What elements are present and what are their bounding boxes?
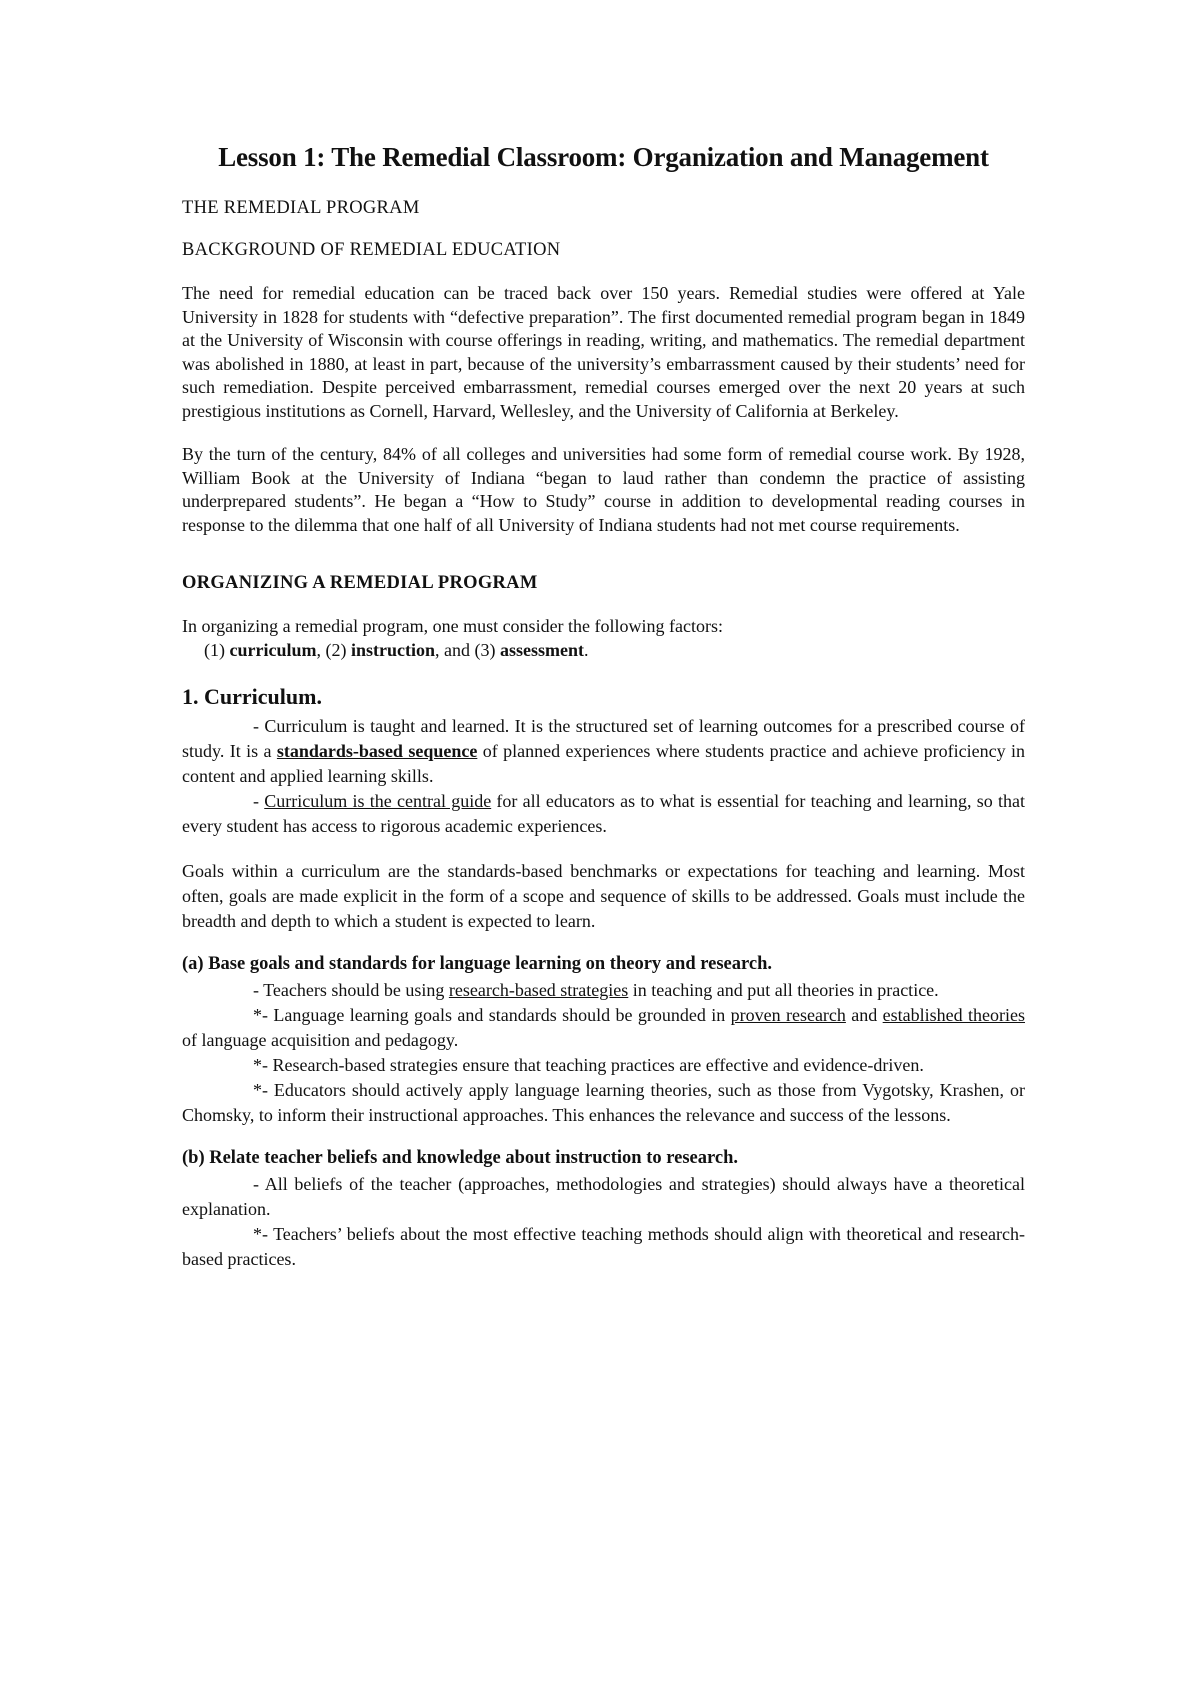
text-run: of planned experiences where students practice and achieve proficiency in content and applied learning skills. [182, 741, 1025, 786]
sub-b-paragraph-1: - All beliefs of the teacher (approaches, methodologies and strategies) should always have a theoretical explanation. [182, 1174, 1025, 1219]
page-title: Lesson 1: The Remedial Classroom: Organization and Management [218, 142, 989, 172]
organizing-intro: In organizing a remedial program, one must consider the following factors: [182, 616, 724, 636]
sub-a-paragraph-4: *- Educators should actively apply language learning theories, such as those from Vygotsky, Krashen, or Chomsky, to inform their instructional approaches. This enhances the relevance and success of the lessons. [182, 1080, 1025, 1125]
curriculum-paragraph-2 [182, 789, 1025, 839]
text-run: of language acquisition and pedagogy. [182, 1030, 459, 1050]
text-run: *- Language learning goals and standards should be grounded in [253, 1005, 731, 1025]
factor-instruction: instruction [351, 639, 436, 660]
sub-heading-b: (b) Relate teacher beliefs and knowledge about instruction to research. [182, 1148, 738, 1168]
central-guide: Curriculum is the central guide [264, 791, 492, 811]
text-run: and [845, 1005, 883, 1025]
curriculum-paragraph-1 [182, 714, 1025, 789]
goals-paragraph: Goals within a curriculum are the standards-based benchmarks or expectations for teaching and learning. Most often, goals are made explicit in the form of a scope and sequence of skills to be addressed. Goals must include the breadth and depth to which a student is expected to learn. [182, 861, 1025, 931]
sub-a-paragraph-2 [182, 1003, 1025, 1053]
spacer [182, 537, 1025, 573]
background-paragraph-1: The need for remedial education can be traced back over 150 years. Remedial studies were offered at Yale University in 1828 for students with “defective preparation”. The first documented remedial program began in 1849 at the University of Wisconsin with course offerings in reading, writing, and mathematics. The remedial department was abolished in 1880, at least in part, because of the university’s embarrassment caused by their students’ need for such remediation. Despite perceived embarrassment, remedial courses emerged over the next 20 years at such prestigious institutions as Cornell, Harvard, Wellesley, and the University of California at Berkeley. [182, 283, 1025, 421]
research-based-strategies: research-based strategies [448, 980, 629, 1000]
factor-prefix: , (2) [316, 639, 351, 660]
text-run: - Curriculum is taught and learned. It is the structured set of learning outcomes for a prescribed course of study. It is a [182, 716, 1025, 761]
factor-prefix: (1) [204, 639, 230, 660]
text-run: in teaching and put all theories in practice. [628, 980, 939, 1000]
standards-based-sequence: standards-based sequence [276, 741, 478, 761]
section-heading-background: BACKGROUND OF REMEDIAL EDUCATION [182, 240, 561, 260]
factor-end: . [584, 639, 589, 660]
factor-curriculum: curriculum [229, 639, 317, 660]
section-heading-remedial-program: THE REMEDIAL PROGRAM [182, 198, 420, 218]
sub-heading-a: (a) Base goals and standards for language learning on theory and research. [182, 954, 772, 974]
background-paragraph-2: By the turn of the century, 84% of all colleges and universities had some form of remedial course work. By 1928, William Book at the University of Indiana “began to laud rather than condemn the practice of assisting underprepared students”. He began a “How to Study” course in addition to developmental reading courses in response to the dilemma that one half of all University of Indiana students had not met course requirements. [182, 444, 1025, 535]
proven-research: proven research [730, 1005, 846, 1025]
text-run: for all educators as to what is essential for teaching and learning, so that every student has access to rigorous academic experiences. [182, 791, 1026, 836]
curriculum-heading: 1. Curriculum. [182, 684, 322, 709]
factors-list [182, 639, 1025, 663]
text-run: - Teachers should be using [253, 980, 449, 1000]
sub-b-paragraph-2: *- Teachers’ beliefs about the most effective teaching methods should align with theoretical and research-based practices. [182, 1224, 1025, 1269]
text-run: - [253, 791, 265, 811]
factor-assessment: assessment [500, 639, 584, 660]
sub-a-paragraph-3: *- Research-based strategies ensure that teaching practices are effective and evidence-driven. [253, 1055, 924, 1075]
factor-prefix: , and (3) [435, 639, 500, 660]
section-heading-organizing: ORGANIZING A REMEDIAL PROGRAM [182, 573, 538, 593]
established-theories: established theories [882, 1005, 1025, 1025]
sub-a-paragraph-1 [182, 978, 1025, 1003]
